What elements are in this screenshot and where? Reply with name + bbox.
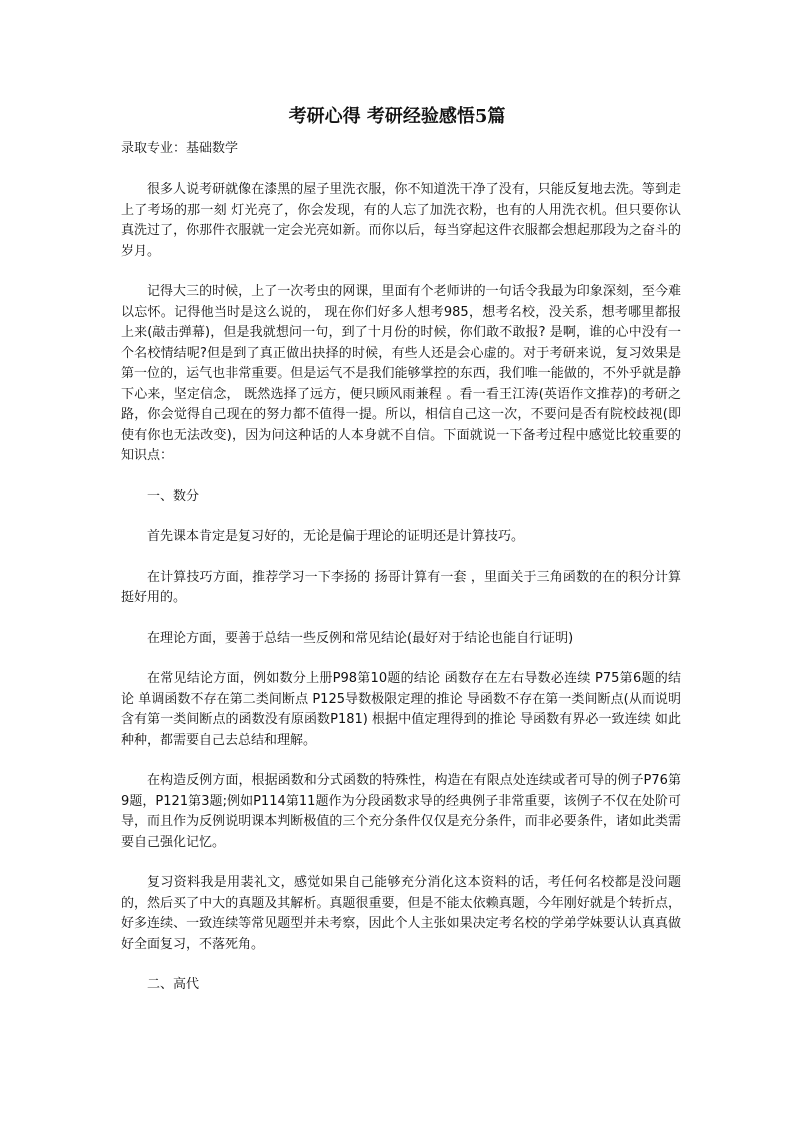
document-body (121, 180, 681, 1016)
section-heading-analysis: 一、数分 (147, 488, 200, 504)
paragraph-textbook-review: 首先课本肯定是复习好的，无论是偏于理论的证明还是计算技巧。 (147, 529, 525, 544)
paragraph-review-materials: 复习资料我是用裴礼文，感觉如果自己能够充分消化这本资料的话，考任何名校都是没问题的，然后买了中大的真题及其解析。真题很重要，但是不能太依赖真题，今年刚好就是个转折点，好多连续、一致连续等常见题型并未考察，因此个人主张如果决定考名校的学弟学妹要认认真真做好全面复习，不落死角。 (121, 875, 681, 952)
paragraph-counterexamples: 在构造反例方面，根据函数和分式函数的特殊性，构造在有限点处连续或者可导的例子P76第9题，P121第3题;例如P114第11题作为分段函数求导的经典例子非常重要，该例子不仅在处阶可导，而且作为反例说明课本判断极值的三个充分条件仅仅是充分条件，而非必要条件，诸如此类需要自己强化记忆。 (121, 773, 681, 850)
paragraph-online-course-memory: 记得大三的时候，上了一次考虫的网课，里面有个老师讲的一句话令我最为印象深刻，至今难以忘怀。记得他当时是这么说的， 现在你们好多人想考985，想考名校，没关系，想考哪里都报上来(敲击弹幕)，但是我就想问一句，到了十月份的时候，你们敢不敢报? 是啊，谁的心中没有一个名校情结呢?但是到了真正做出抉择的时候，有些人还是会心虚的。对于考研来说，复习效果是第一位的，运气也非常重要。但是运气不是我们能够掌控的东西，我们唯一能做的，不外乎就是静下心来，坚定信念， 既然选择了远方，便只顾风雨兼程 。看一看王江涛(英语作文推荐)的考研之路，你会觉得自己现在的努力都不值得一提。所以，相信自己这一次，不要问是否有院校歧视(即使有你也无法改变)，因为问这种话的人本身就不自信。下面就说一下备考过程中感觉比较重要的知识点： (121, 284, 681, 463)
paragraph-common-conclusions: 在常见结论方面，例如数分上册P98第10题的结论 函数存在左右导数必连续 P75第6题的结论 单调函数不存在第二类间断点 P125导数极限定理的推论 导函数不存在第一类间断点(从而说明含有第一类间断点的函数没有原函数P181) 根据中值定理得到的推论 导函数有界必一致连续 如此种种，都需要自己去总结和理解。 (121, 671, 681, 748)
paragraph-theory: 在理论方面，要善于总结一些反例和常见结论(最好对于结论也能自行证明) (147, 630, 574, 646)
paragraph-calculation-skills: 在计算技巧方面，推荐学习一下李扬的 扬哥计算有一套 ，里面关于三角函数的在的积分计算挺好用的。 (121, 569, 681, 605)
document-title: 考研心得 考研经验感悟5篇 (288, 106, 506, 127)
major-line: 录取专业：基础数学 (121, 141, 239, 156)
section-heading-algebra: 二、高代 (147, 977, 200, 992)
paragraph-laundry-analogy: 很多人说考研就像在漆黑的屋子里洗衣服，你不知道洗干净了没有，只能反复地去洗。等到走上了考场的那一刻 灯光亮了，你会发现，有的人忘了加洗衣粉，也有的人用洗衣机。但只要你认真洗过了，你那件衣服就一定会光亮如新。而你以后，每当穿起这件衣服都会想起那段为之奋斗的岁月。 (121, 182, 681, 259)
